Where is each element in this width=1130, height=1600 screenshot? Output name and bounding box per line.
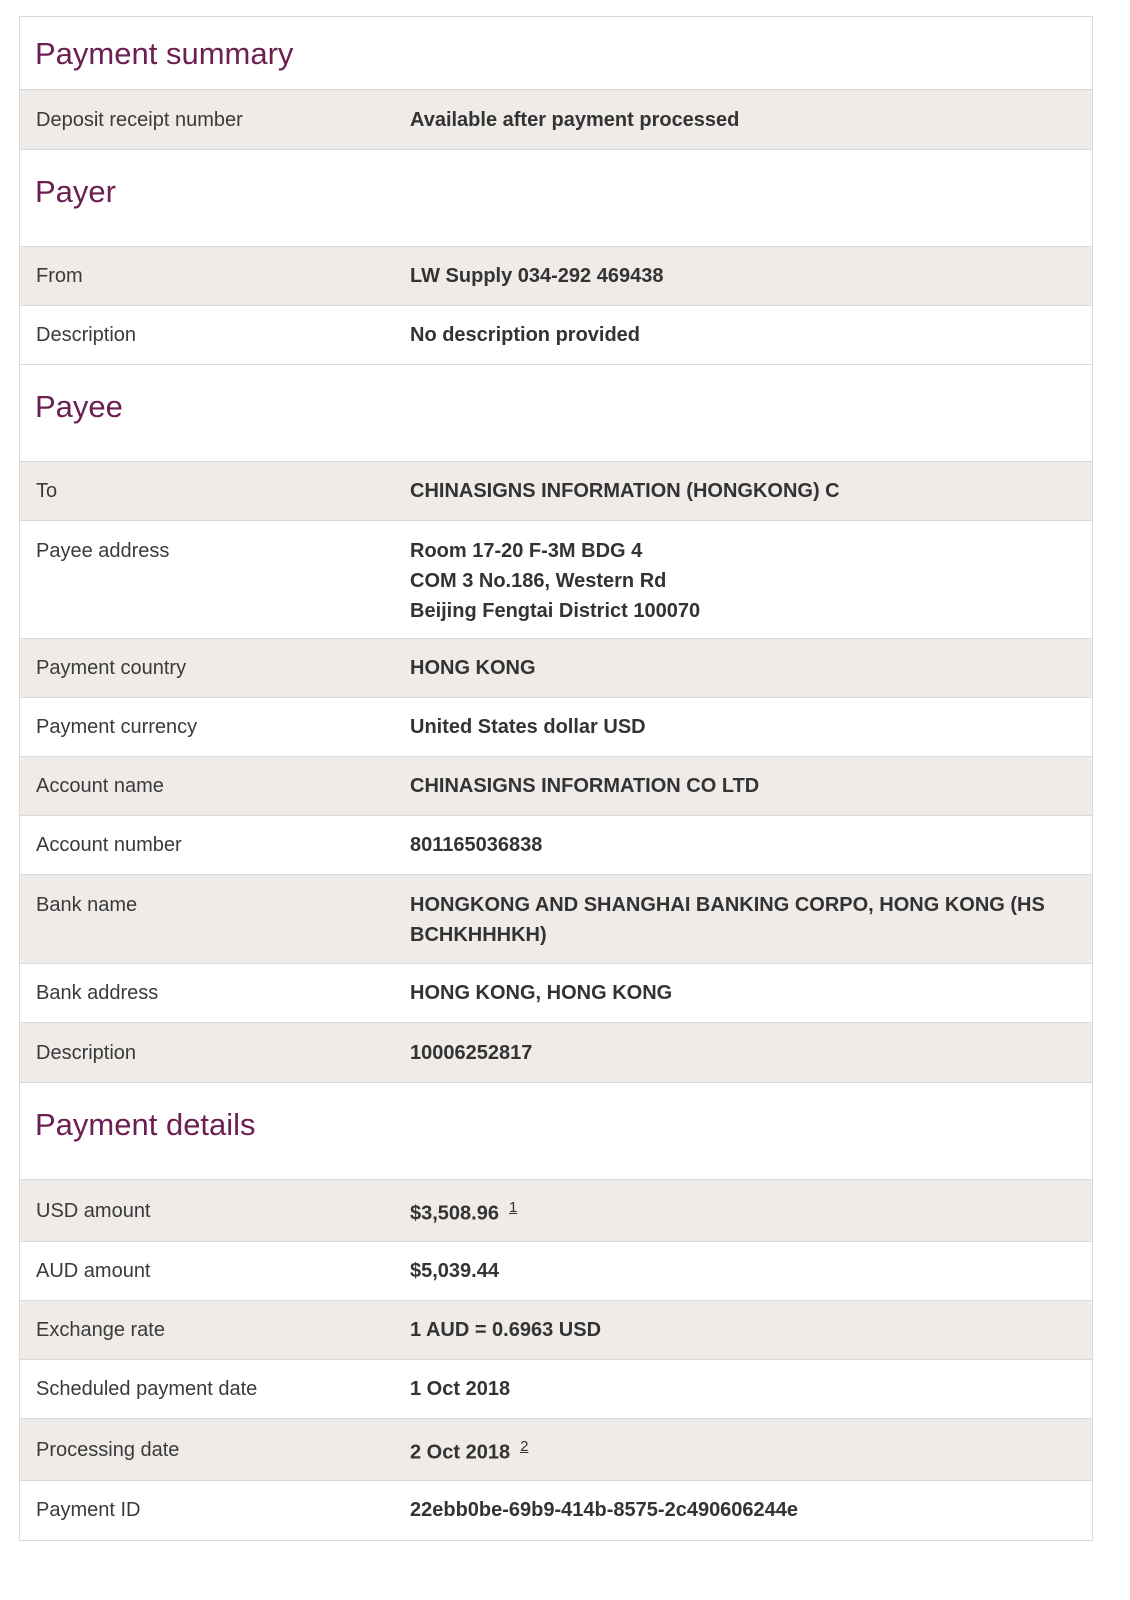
row-label: To [36,480,58,502]
payee-heading: Payee [35,389,123,424]
row-value: 801165036838 [410,834,543,856]
deposit-receipt-row [20,89,1092,149]
row-value: Available after payment processed [410,108,740,131]
row-label: USD amount [36,1199,151,1222]
payment-summary-heading: Payment summary [35,36,294,71]
row-label: Payment ID [36,1499,141,1521]
row-label: Account number [36,834,182,856]
processing-date-row [20,1418,1092,1480]
address-line: Beijing Fengtai District 100070 [410,600,701,622]
row-value: HONGKONG AND SHANGHAI BANKING CORPO, HONG KONG (HS BCHKHHHKH) [410,894,1045,946]
footnote-link[interactable]: 2 [520,1437,529,1455]
row-label: Bank address [36,982,159,1004]
payee-to-row [20,461,1092,520]
bank-name-row [20,874,1092,963]
payment-id-row [20,1480,1092,1539]
row-value: 1 AUD = 0.6963 USD [410,1319,602,1341]
row-label: Deposit receipt number [36,108,243,131]
row-value: LW Supply 034-292 469438 [410,265,664,287]
row-value: No description provided [410,324,641,346]
row-label: Payee address [36,540,170,562]
payment-country-row [20,638,1092,697]
row-label: Payment country [36,657,187,679]
row-label: Processing date [36,1438,180,1461]
row-label: From [36,265,83,287]
row-label: Scheduled payment date [36,1378,258,1400]
footnote-link[interactable]: 1 [508,1198,518,1216]
row-label: Description [36,1041,137,1064]
account-number-row [20,815,1092,874]
payer-description-row [20,305,1092,364]
aud-amount-row [20,1241,1092,1300]
row-value: 22ebb0be-69b9-414b-8575-2c490606244e [410,1499,799,1521]
bank-address-row [20,963,1092,1022]
row-label: Payment currency [36,716,198,738]
payee-description-row [20,1022,1092,1082]
payee-address-value [410,536,1092,638]
usd-amount-row [20,1179,1092,1241]
payer-from-row [20,246,1092,305]
row-value: $5,039.44 [410,1260,499,1282]
address-line: COM 3 No.186, Western Rd [410,570,667,592]
processing-date-value: 2 Oct 2018 [410,1441,511,1464]
exchange-rate-row [20,1300,1092,1359]
row-value: HONG KONG, HONG KONG [410,982,673,1004]
scheduled-date-row [20,1359,1092,1418]
payment-currency-row [20,697,1092,756]
payee-address-row [20,520,1092,638]
payer-heading: Payer [35,174,116,209]
payment-details-heading: Payment details [35,1107,256,1142]
row-value: CHINASIGNS INFORMATION (HONGKONG) C [410,480,840,502]
row-value: United States dollar USD [410,716,646,738]
usd-amount-value: $3,508.96 [410,1202,499,1225]
address-line: Room 17-20 F-3M BDG 4 [410,540,643,562]
row-label: AUD amount [36,1260,151,1282]
row-label: Exchange rate [36,1319,165,1341]
row-value [410,1193,1092,1229]
row-value [410,1432,1092,1468]
row-value: 10006252817 [410,1041,533,1064]
row-label: Account name [36,775,164,797]
row-value: CHINASIGNS INFORMATION CO LTD [410,775,760,797]
row-label: Bank name [36,894,138,916]
row-label: Description [36,324,137,346]
payment-panel [19,16,1093,1541]
row-value: HONG KONG [410,657,536,679]
account-name-row [20,756,1092,815]
row-value: 1 Oct 2018 [410,1378,511,1400]
